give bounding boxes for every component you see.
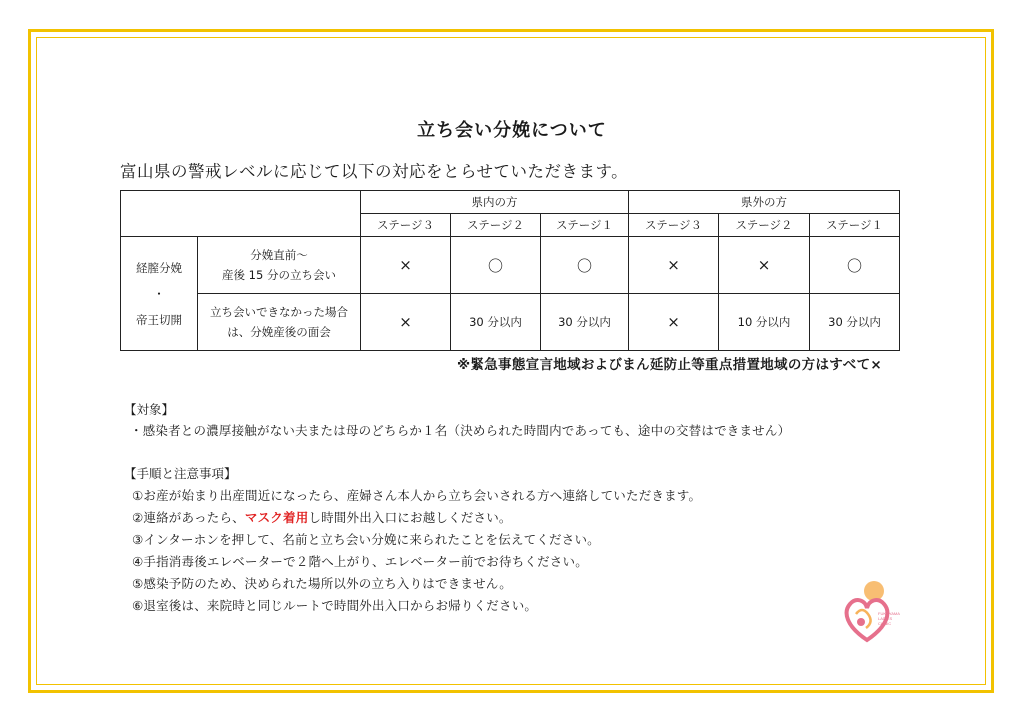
table-cell: 〇 <box>451 237 541 294</box>
procedure-step-2-post: し時間外出入口にお越しください。 <box>308 510 512 525</box>
table-cell: 〇 <box>541 237 629 294</box>
table-cell: 10 分以内 <box>719 294 810 351</box>
table-header-row-groups <box>121 191 900 214</box>
row-label-line: 産後 15 分の立ち会い <box>222 268 336 282</box>
row-group-label-line: 経膣分娩 <box>136 260 182 275</box>
table-cell: × <box>629 237 719 294</box>
table-cell: 〇 <box>810 237 900 294</box>
mask-emphasis: マスク着用 <box>244 510 309 525</box>
table-cell: × <box>361 237 451 294</box>
procedure-heading: 【手順と注意事項】 <box>124 466 237 481</box>
stage-header: ステージ２ <box>719 214 810 237</box>
stage-header: ステージ１ <box>810 214 900 237</box>
table-cell: × <box>361 294 451 351</box>
row-group-label <box>121 237 198 351</box>
procedure-step-6: ⑥退室後は、来院時と同じルートで時間外出入口からお帰りください。 <box>132 598 538 613</box>
row-label-line: 分娩直前～ <box>250 248 308 262</box>
stage-header: ステージ２ <box>451 214 541 237</box>
group-header-in-prefecture: 県内の方 <box>361 191 629 214</box>
row-label-line: は、分娩産後の面会 <box>227 325 331 339</box>
procedure-step-1: ①お産が始まり出産間近になったら、産婦さん本人から立ち会いされる方へ連絡していただきます。 <box>132 488 702 503</box>
table-footnote: ※緊急事態宣言地域およびまん延防止等重点措置地域の方はすべて× <box>457 357 882 373</box>
procedure-step-4: ④手指消毒後エレベーターで２階へ上がり、エレベーター前でお待ちください。 <box>132 554 588 569</box>
row-label <box>198 294 361 351</box>
target-heading: 【対象】 <box>124 402 175 417</box>
procedure-step-2 <box>132 508 512 526</box>
clinic-logo <box>838 578 900 648</box>
procedure-step-5: ⑤感染予防のため、決められた場所以外の立ち入りはできません。 <box>132 576 512 591</box>
row-group-label-line: ・ <box>153 286 165 301</box>
procedure-step-3: ③インターホンを押して、名前と立ち会い分娩に来られたことを伝えてください。 <box>132 532 600 547</box>
table-row <box>121 237 900 294</box>
logo-text-2: LADIES <box>878 616 893 621</box>
table-row <box>121 294 900 351</box>
logo-text-3: CLINIC <box>878 621 892 626</box>
row-label <box>198 237 361 294</box>
procedure-step-2-pre: ②連絡があったら、 <box>132 510 245 525</box>
stage-header: ステージ３ <box>361 214 451 237</box>
table-cell: × <box>719 237 810 294</box>
logo-text-1: FUKUYAMA <box>878 611 900 616</box>
table-corner-cell <box>121 191 361 237</box>
group-header-out-prefecture: 県外の方 <box>629 191 900 214</box>
table-cell: × <box>629 294 719 351</box>
table-cell: 30 分以内 <box>451 294 541 351</box>
table-cell: 30 分以内 <box>541 294 629 351</box>
target-line: ・感染者との濃厚接触がない夫または母のどちらか１名（決められた時間内であっても、途中の交替はできません） <box>130 423 791 438</box>
policy-table <box>120 190 900 351</box>
row-label-line: 立ち会いできなかった場合 <box>210 305 348 319</box>
intro-text: 富山県の警戒レベルに応じて以下の対応をとらせていただきます。 <box>120 162 629 181</box>
table-cell: 30 分以内 <box>810 294 900 351</box>
page-title: 立ち会い分娩について <box>417 120 607 141</box>
stage-header: ステージ１ <box>541 214 629 237</box>
stage-header: ステージ３ <box>629 214 719 237</box>
row-group-label-line: 帝王切開 <box>136 312 182 327</box>
